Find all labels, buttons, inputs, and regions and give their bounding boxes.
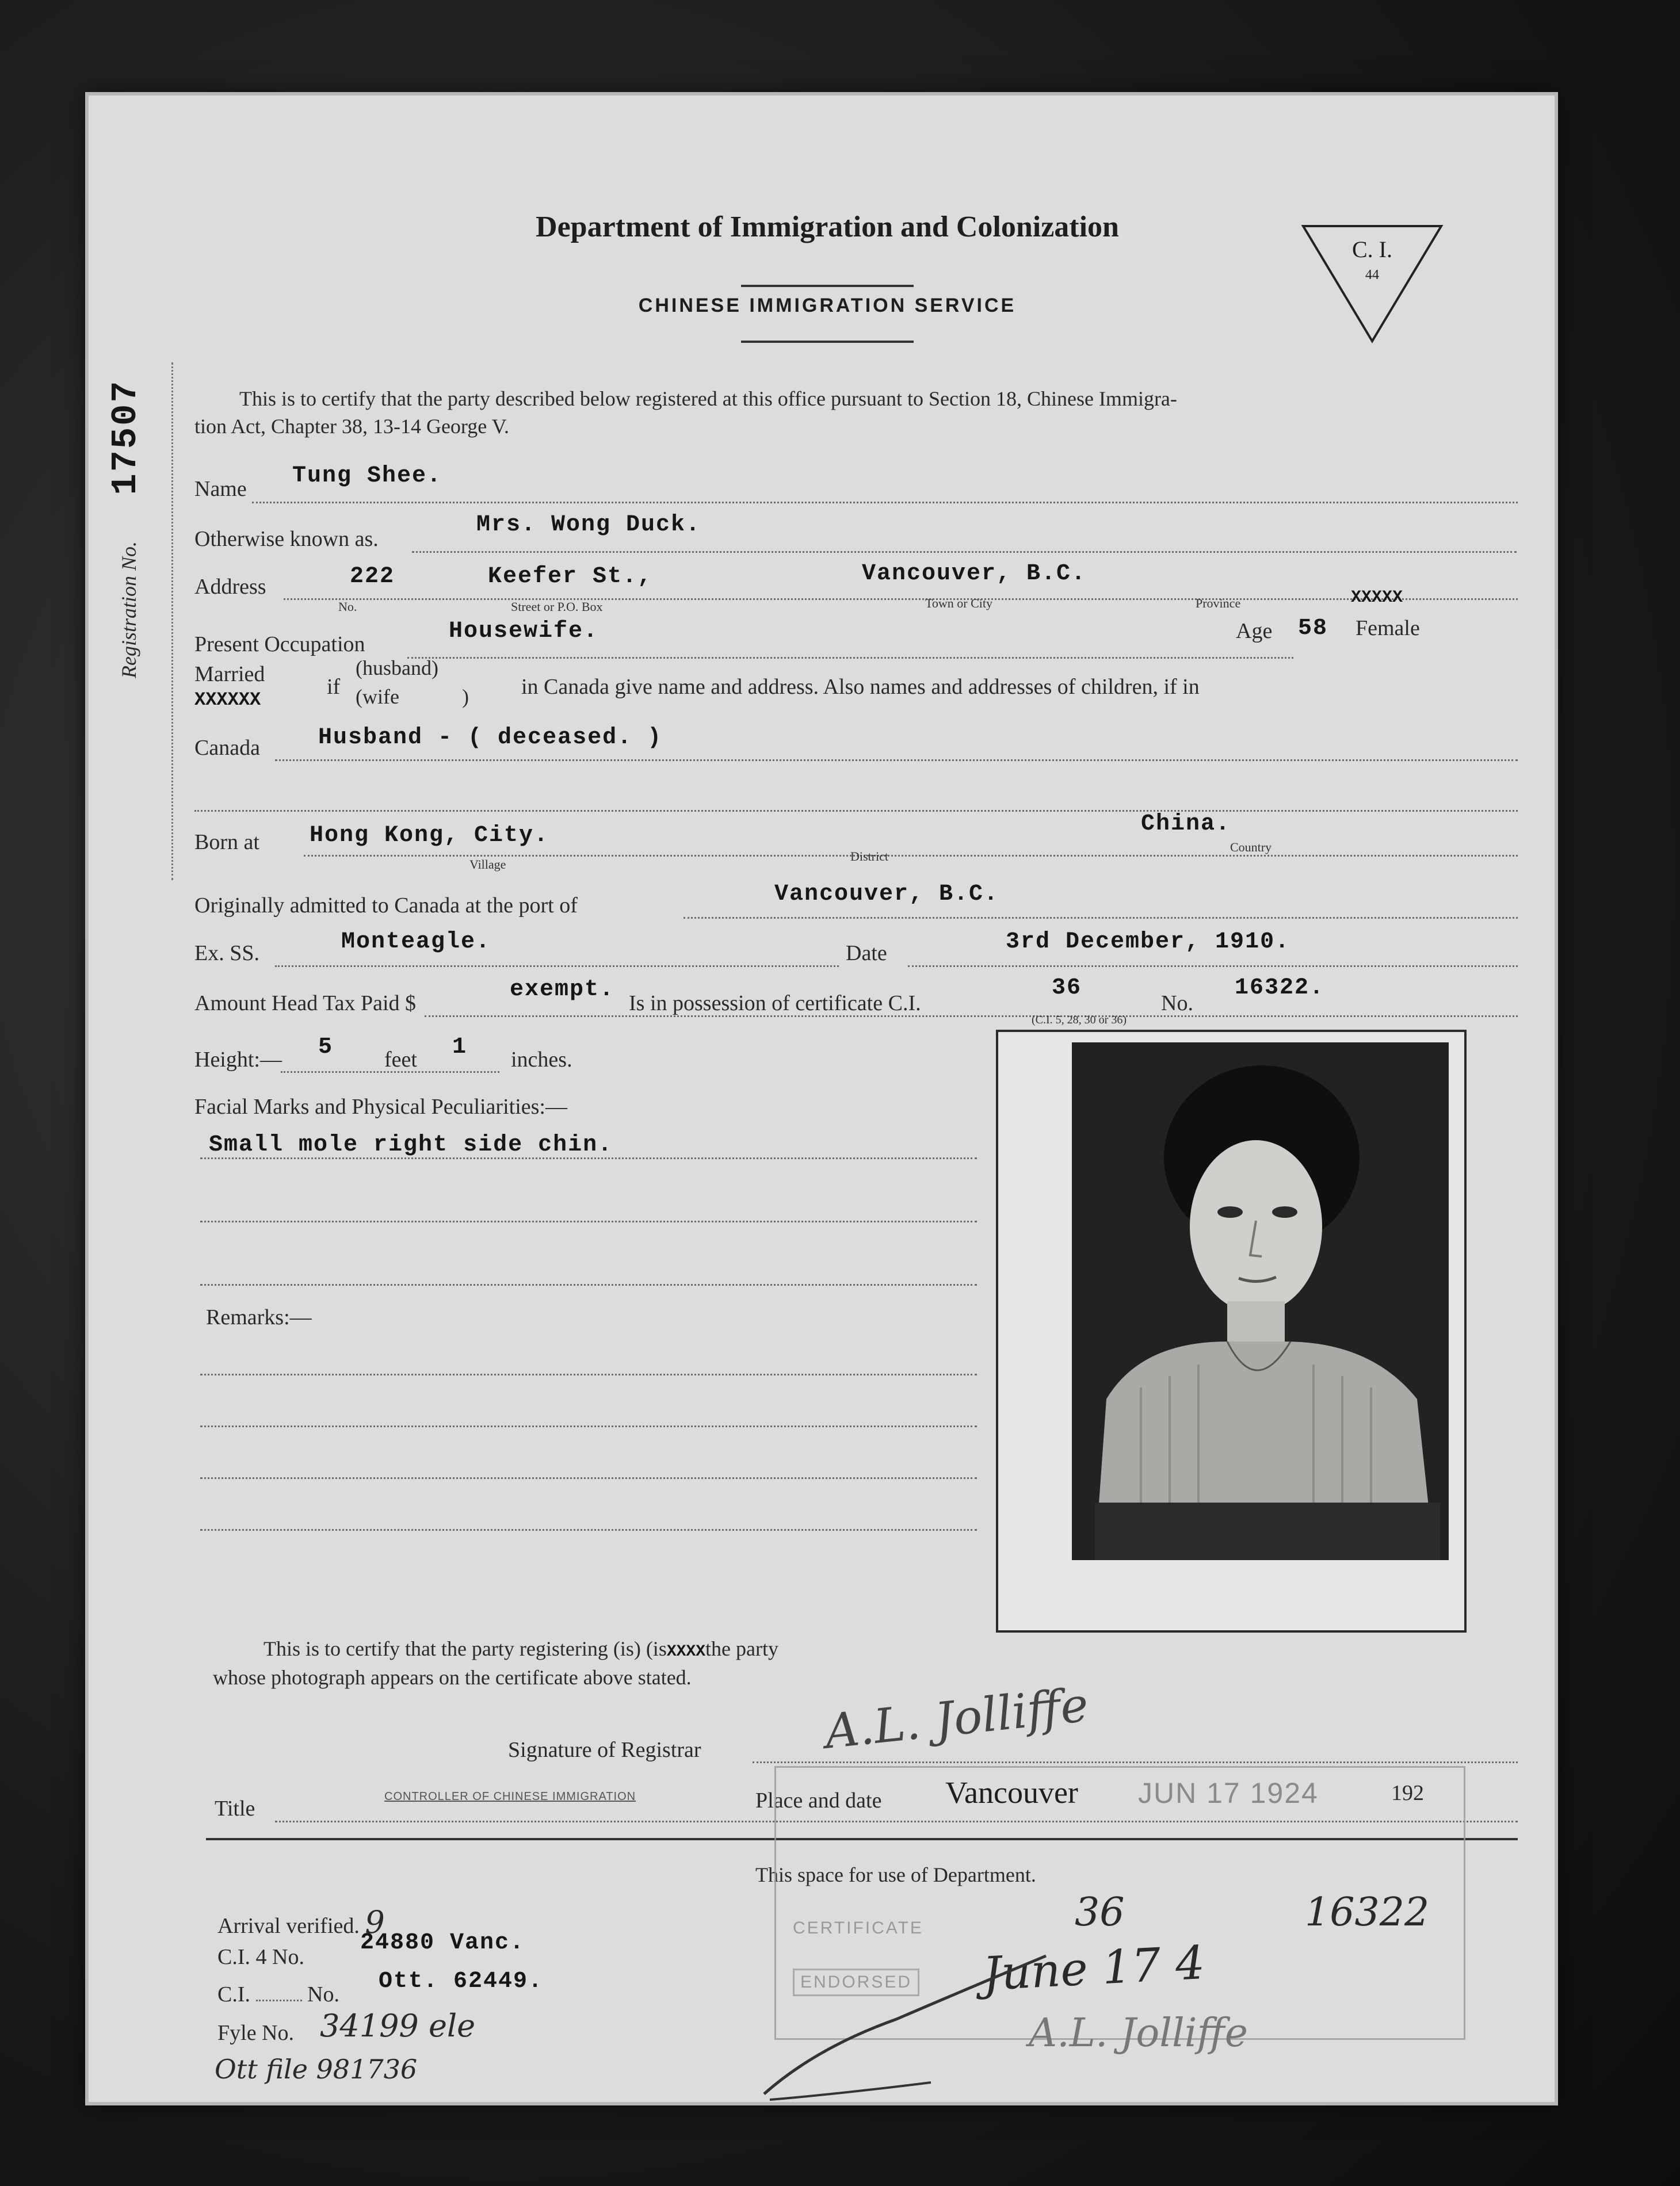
canada-label: Canada [194,736,260,760]
married-struck: XXXXXX [194,689,261,710]
canada-line-2 [194,810,1518,812]
inches-label: inches. [511,1048,572,1072]
arrival-label-text: Arrival verified. [217,1914,360,1938]
otherwise-label: Otherwise known as. [194,527,379,551]
canada-value: Husband - ( deceased. ) [318,725,663,751]
ci4-value: 24880 Vanc. [360,1930,525,1956]
hand-ci: 36 [1075,1890,1125,1935]
registration-number: 17507 [105,379,146,495]
ott-file: Ott file 981736 [215,2054,418,2085]
stamp-endorsed: ENDORSED [793,1969,919,1996]
ship-line [275,965,839,967]
born-label: Born at [194,830,259,854]
born-village: Hong Kong, City. [310,823,549,849]
ci-value: 36 [1052,975,1082,1001]
height-feet: 5 [318,1034,334,1060]
otherwise-line [412,551,1517,553]
remarks-line-2 [200,1426,977,1427]
date-line [908,965,1518,967]
wife-label: (wife [356,685,399,708]
ci-label-text: C.I. [217,1982,250,2007]
remarks-line-1 [200,1374,977,1375]
cert-no-value: 16322. [1235,975,1325,1001]
born-line [304,855,1518,857]
registration-rule [171,362,173,880]
address-number: 222 [350,564,395,590]
certify-photo-text-b: the party [705,1637,778,1660]
address-label: Address [194,575,266,599]
certify-photo-text-a: This is to certify that the party registering (is) (is [264,1637,667,1660]
certify-intro-line2: tion Act, Chapter 38, 13-14 George V. [194,415,509,438]
headtax-value: exempt. [510,977,615,1003]
sex-female: Female [1356,616,1420,640]
certificate-document [85,92,1558,2105]
facial-value: Small mole right side chin. [209,1132,613,1158]
district-caption: District [850,849,888,863]
title-value: CONTROLLER OF CHINESE IMMIGRATION [384,1790,636,1803]
arrival-mark: 9 [365,1904,385,1940]
hand-cert-no: 16322 [1305,1890,1430,1935]
facial-line-2 [200,1221,977,1222]
date-value: 3rd December, 1910. [1006,929,1290,955]
name-label: Name [194,477,247,501]
registration-label: Registration No. [117,541,140,679]
ci-no-label: No. [307,1982,339,2007]
headtax-line [425,1015,1518,1017]
husband-label: (husband) [356,656,438,679]
fyle-value: 34199 ele [320,2008,476,2044]
form-code: C. I. [1352,236,1392,262]
ci-no-value: Ott. 62449. [379,1969,544,1994]
headtax-label: Amount Head Tax Paid $ [194,991,417,1015]
certify-photo-line1 [264,1637,778,1661]
certify-photo-line2: whose photograph appears on the certificate above stated. [213,1666,692,1689]
department-use-heading: This space for use of Department. [755,1863,1036,1886]
signature-flourish [747,1921,1092,2105]
signature-label: Signature of Registrar [508,1738,701,1762]
facial-line-3 [200,1284,977,1286]
ship-value: Monteagle. [341,929,491,955]
date-stamp: JUN 17 1924 [1138,1777,1319,1809]
title-label: Title [215,1797,255,1821]
facial-label: Facial Marks and Physical Peculiarities:— [194,1095,567,1119]
year-suffix: 192 [1391,1781,1424,1805]
hand-date: June 17 4 [981,1935,1206,2001]
feet-label: feet [384,1048,417,1072]
if-label: if [327,675,341,699]
date-label: Date [846,941,887,965]
born-country: China. [1141,811,1231,837]
ship-label: Ex. SS. [194,941,259,965]
address-province-caption: Province [1196,596,1241,610]
department-title: Department of Immigration and Colonization [536,211,1119,243]
canada-line-1 [275,759,1518,761]
facial-line-1 [200,1157,977,1159]
village-caption: Village [469,857,506,872]
address-street: Keefer St., [488,564,653,590]
ci4-label: C.I. 4 No. [217,1945,304,1969]
port-label: Originally admitted to Canada at the port of [194,893,578,918]
place-value: Vancouver [945,1775,1078,1810]
possession-label: Is in possession of certificate C.I. [629,991,921,1015]
portrait-photograph [1072,1042,1449,1560]
port-line [684,917,1518,919]
fyle-label: Fyle No. [217,2021,294,2045]
address-city: Vancouver, B.C. [862,561,1087,587]
name-line [252,502,1518,503]
port-value: Vancouver, B.C. [774,881,999,907]
address-line [284,598,1518,600]
registrar-signature: A.L. Jolliffe [822,1677,1091,1760]
certify-intro-line1: This is to certify that the party described below registered at this office pursuant to Section 18, Chinese Immigra- [239,387,1177,410]
remarks-label: Remarks:— [206,1305,312,1329]
photo-frame [996,1030,1467,1633]
ci-caption: (C.I. 5, 28, 30 or 36) [1032,1014,1127,1026]
name-value: Tung Shee. [292,463,442,489]
address-city-caption: Town or City [925,596,993,610]
occupation-label: Present Occupation [194,632,365,656]
service-title: CHINESE IMMIGRATION SERVICE [638,295,1017,316]
header-rule-top [741,285,914,287]
hand-initials: A.L. Jolliffe [1029,2011,1248,2056]
occupation-line [407,657,1293,659]
header-rule-bottom [741,341,914,343]
married-label: Married [194,662,265,686]
wife-close: ) [462,685,469,708]
height-label: Height:— [194,1048,282,1072]
canada-instruction: in Canada give name and address. Also names and addresses of children, if in [521,675,1200,699]
form-number: 44 [1365,267,1379,282]
stamp-certificate: CERTIFICATE [793,1919,923,1937]
certify-photo-struck: XXXX [666,1643,706,1661]
height-inches: 1 [452,1034,468,1060]
no-label: No. [1161,991,1193,1015]
portrait-drawing [1072,1042,1449,1560]
height-line [281,1071,499,1073]
place-label: Place and date [755,1788,882,1813]
sex-male-struck: XXXXX [1351,588,1403,607]
ci-label [217,1982,339,2007]
age-label: Age [1236,619,1273,643]
otherwise-value: Mrs. Wong Duck. [476,512,701,538]
address-street-caption: Street or P.O. Box [511,599,603,614]
address-no-caption: No. [338,599,357,614]
signature-line [753,1761,1518,1763]
occupation-value: Housewife. [449,618,599,644]
ci-dots [256,2000,302,2001]
country-caption: Country [1230,840,1272,854]
remarks-line-3 [200,1477,977,1479]
age-value: 58 [1298,616,1328,641]
remarks-line-4 [200,1529,977,1531]
